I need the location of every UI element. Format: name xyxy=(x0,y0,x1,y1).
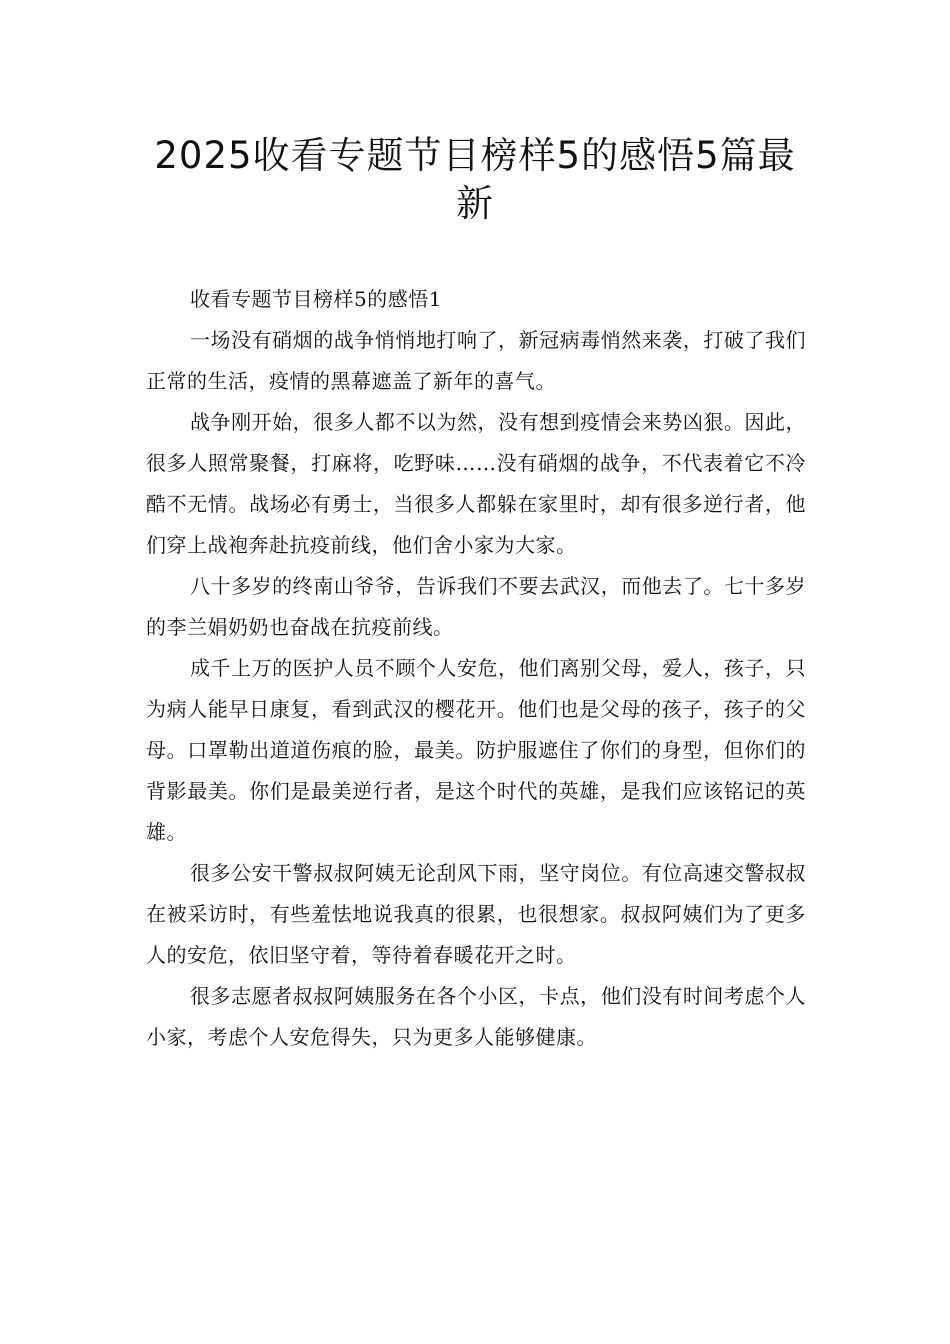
paragraph: 八十多岁的终南山爷爷，告诉我们不要去武汉，而他去了。七十多岁的李兰娟奶奶也奋战在抗疫前线。 xyxy=(146,574,806,639)
paragraph: 一场没有硝烟的战争悄悄地打响了，新冠病毒悄然来袭，打破了我们正常的生活，疫情的黑幕遮盖了新年的喜气。 xyxy=(146,328,806,393)
paragraph: 战争刚开始，很多人都不以为然，没有想到疫情会来势凶狠。因此，很多人照常聚餐，打麻将，吃野味……没有硝烟的战争，不代表着它不冷酷不无情。战场必有勇士，当很多人都躲在家里时，却有很多逆行者，他们穿上战袍奔赴抗疫前线，他们舍小家为大家。 xyxy=(146,410,806,557)
document-title: 2025收看专题节目榜样5的感悟5篇最新 xyxy=(154,134,796,225)
paragraph-heading: 收看专题节目榜样5的感悟1 xyxy=(190,287,442,311)
document-body xyxy=(146,279,806,1058)
paragraph: 很多志愿者叔叔阿姨服务在各个小区，卡点，他们没有时间考虑个人小家，考虑个人安危得失，只为更多人能够健康。 xyxy=(146,984,806,1049)
paragraph: 成千上万的医护人员不顾个人安危，他们离别父母，爱人，孩子，只为病人能早日康复，看到武汉的樱花开。他们也是父母的孩子，孩子的父母。口罩勒出道道伤痕的脸，最美。防护服遮住了你们的身型，但你们的背影最美。你们是最美逆行者，是这个时代的英雄，是我们应该铭记的英雄。 xyxy=(146,656,806,844)
paragraph: 很多公安干警叔叔阿姨无论刮风下雨，坚守岗位。有位高速交警叔叔在被采访时，有些羞怯地说我真的很累，也很想家。叔叔阿姨们为了更多人的安危，依旧坚守着，等待着春暖花开之时。 xyxy=(146,861,806,967)
